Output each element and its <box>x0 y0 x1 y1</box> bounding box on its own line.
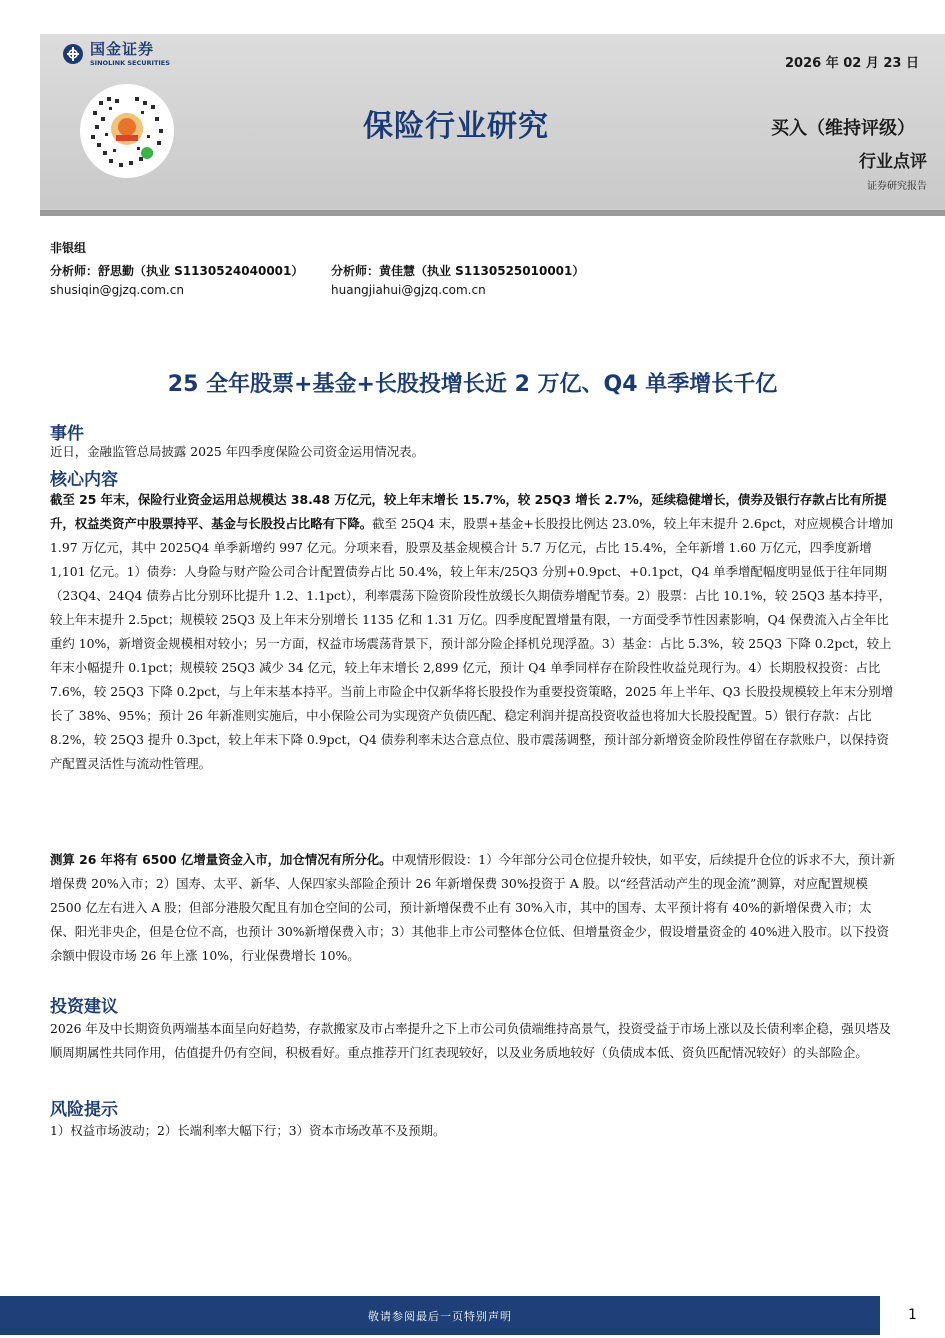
logo-chinese-name: 国金证券 <box>90 40 155 58</box>
report-date: 2026 年 02 月 23 日 <box>785 56 919 71</box>
core-paragraph-2-body: 中观情形假设：1）今年部分公司仓位提升较快，如平安，后续提升仓位的诉求不大，预计新增保费 20%入市；2）国寿、太平、新华、人保四家头部险企预计 26 年新增保费 30%投资于 A 股。以“经营活动产生的现金流”测算，对应配置规模 2500 亿左右进入 A 股；但部分港股欠配且有加仓空间的公司，预计新增保费不止有 30%入市，其中的国寿、太平预计将有 40%的新增保费入市；太保、阳光非央企，但是仓位不高，也预计 30%新增保费入市；3）其他非上市公司整体仓位低、但增量资金少，假设增量资金的 40%进入股市。以下投资余额中假设市场 26 年上涨 10%，行业保费增长 10%。 <box>50 852 896 963</box>
footer-disclaimer-note[interactable]: 敬请参阅最后一页特别声明 <box>368 1310 512 1323</box>
section-heading-core: 核心内容 <box>50 470 118 490</box>
report-subtitle: 证券研究报告 <box>867 181 927 192</box>
rating-badge: 买入（维持评级） <box>771 118 915 139</box>
core-paragraph-2 <box>50 848 896 968</box>
risk-paragraph: 1）权益市场波动；2）长端利率大幅下行；3）资本市场改革不及预期。 <box>50 1123 446 1138</box>
section-heading-advice: 投资建议 <box>50 997 118 1017</box>
analyst-2: 分析师：黄佳慧（执业 S1130525010001） <box>331 264 585 278</box>
core-paragraph-1 <box>50 488 896 776</box>
section-heading-event: 事件 <box>50 424 84 444</box>
page-title: 保险行业研究 <box>363 109 549 144</box>
document-title: 25 全年股票+基金+长股投增长近 2 万亿、Q4 单季增长千亿 <box>167 372 778 397</box>
research-group: 非银组 <box>50 241 87 255</box>
core-paragraph-1-body: 截至 25Q4 末，股票+基金+长股投比例达 23.0%，较上年末提升 2.6pct，对应规模合计增加 1.97 万亿元，其中 2025Q4 单季新增约 997 亿元。分项来看，股票及基金规模合计 5.7 万亿元，占比 15.4%，全年新增 1.60 万亿元，四季度新增 1,101 亿元。1）债券：人身险与财产险公司合计配置债券占比 50.4%，较上年末/25Q3 分别+0.9pct、+0.1pct，Q4 单季增配幅度明显低于往年同期（23Q4、24Q4 债券占比分别环比提升 1.2、1.1pct），利率震荡下险资阶段性放缓长久期债券增配节奏。2）股票：占比 10.1%，较 25Q3 基本持平，较上年末提升 2.5pct；规模较 25Q3 及上年末分别增长 1135 亿和 1.31 万亿。四季度配置增量有限，一方面受季节性因素影响，Q4 保费流入占全年比重约 10%，新增资金规模相对较小；另一方面，权益市场震荡背景下，预计部分险企择机兑现浮盈。3）基金：占比 5.3%，较 25Q3 下降 0.2pct，较上年末小幅提升 0.1pct；规模较 25Q3 减少 34 亿元，较上年末增长 2,899 亿元，预计 Q4 单季同样存在阶段性收益兑现行为。4）长期股权投资：占比 7.6%，较 25Q3 下降 0.2pct，与上年末基本持平。当前上市险企中仅新华将长股投作为重要投资策略，2025 年上半年、Q3 长股投规模较上年末分别增长了 38%、95%；预计 26 年新准则实施后，中小保险公司为实现资产负债匹配、稳定利润并提高投资收益也将加大长股投配置。5）银行存款：占比 8.2%，较 25Q3 提升 0.3pct，较上年末下降 0.9pct，Q4 债券利率未达合意点位、股市震荡调整，预计部分新增资金阶段性停留在存款账户，以保持资产配置灵活性与流动性管理。 <box>50 516 894 771</box>
core-paragraph-1-lead: 截至 25 年末，保险行业资金运用总规模达 38.48 万亿元，较上年末增长 15.7%，较 25Q3 增长 2.7%，延续稳健增长，债券及银行存款占比有所提升，权益类资产中股票持平、基金与长股投占比略有下降。 <box>50 492 887 531</box>
event-paragraph: 近日，金融监管总局披露 2025 年四季度保险公司资金运用情况表。 <box>50 444 424 459</box>
header-shadow <box>40 210 945 216</box>
advice-paragraph: 2026 年及中长期资负两端基本面呈向好趋势，存款搬家及市占率提升之下上市公司负债端维持高景气，投资受益于市场上涨以及长债利率企稳，强贝塔及顺周期属性共同作用，估值提升仍有空间，积极看好。重点推荐开门红表现较好，以及业务质地较好（负债成本低、资负匹配情况较好）的头部险企。 <box>50 1021 891 1060</box>
logo-english-name: SINOLINK SECURITIES <box>90 59 170 67</box>
report-type: 行业点评 <box>859 152 927 172</box>
sinolink-logo <box>62 42 170 67</box>
analyst-1: 分析师：舒思勤（执业 S1130524040001） <box>50 264 304 278</box>
logo-mark-icon <box>62 43 84 65</box>
analyst-1-email[interactable]: shusiqin@gjzq.com.cn <box>50 283 184 297</box>
qr-code-icon[interactable] <box>79 83 175 179</box>
page-number: 1 <box>880 1296 945 1335</box>
core-paragraph-2-lead: 测算 26 年将有 6500 亿增量资金入市，加仓情况有所分化。 <box>50 852 392 867</box>
section-heading-risk: 风险提示 <box>50 1100 118 1120</box>
analyst-2-email[interactable]: huangjiahui@gjzq.com.cn <box>331 283 486 297</box>
